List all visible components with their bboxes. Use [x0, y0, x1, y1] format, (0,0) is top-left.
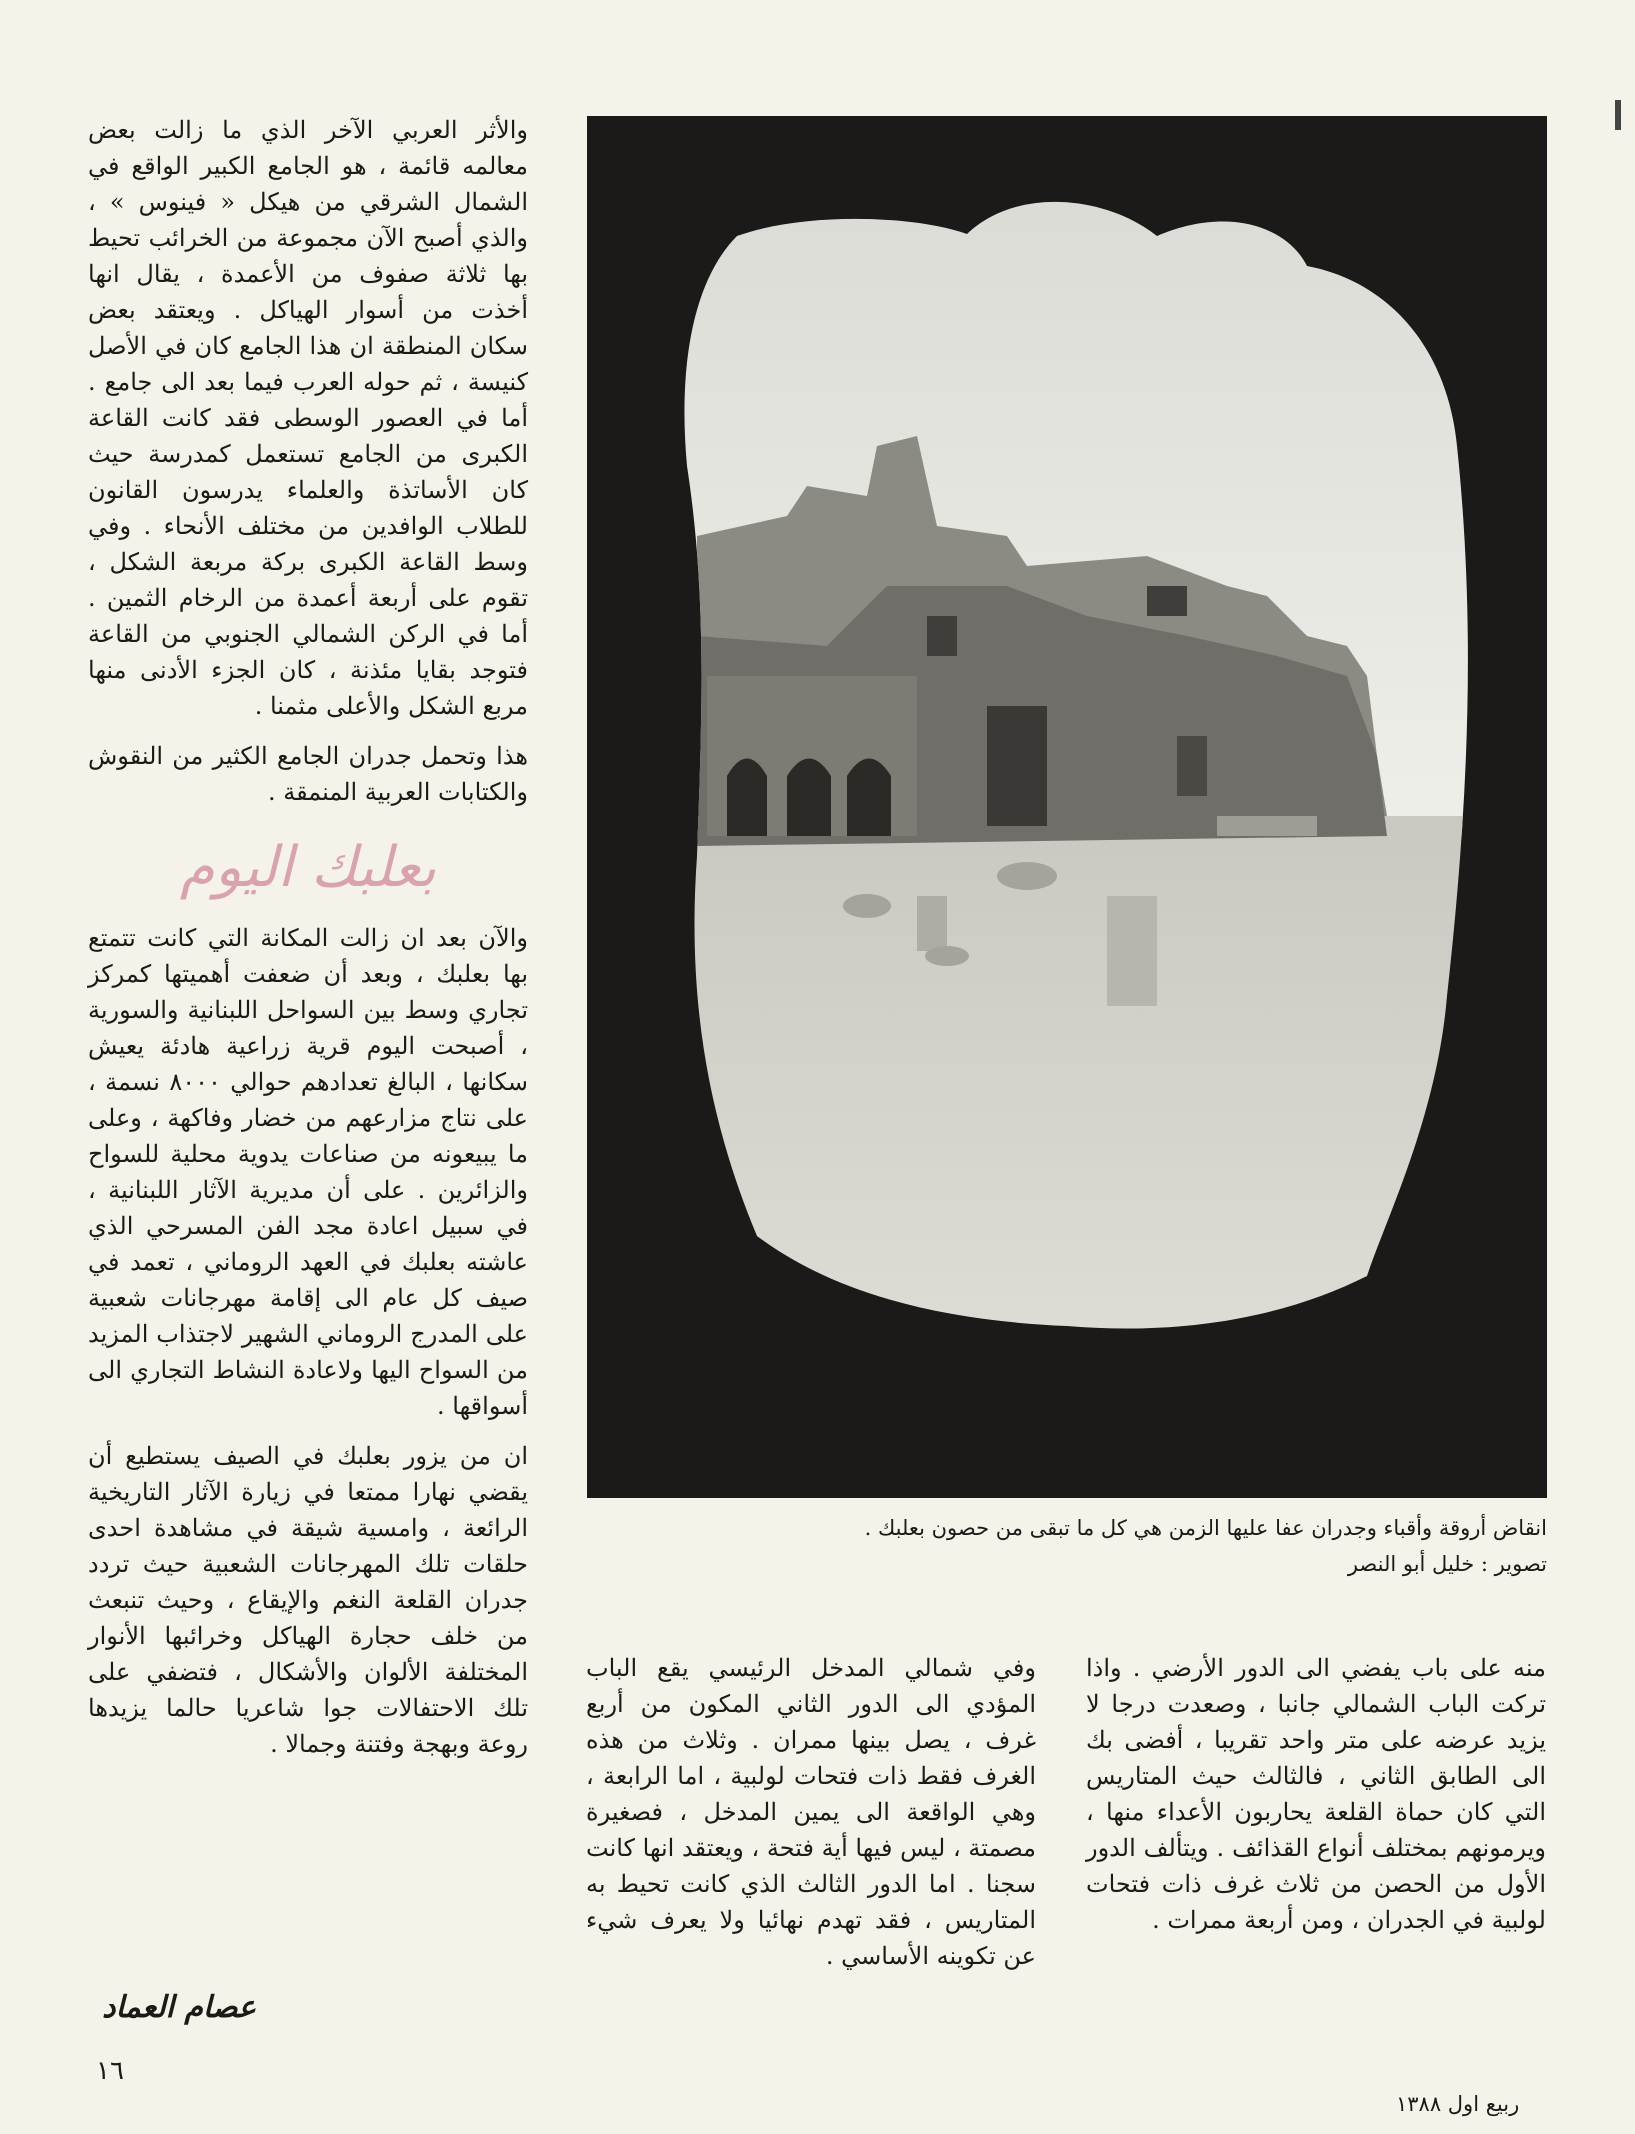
bottom-middle-column	[586, 1650, 1036, 1974]
photo-caption	[587, 1512, 1547, 1580]
article-paragraph: هذا وتحمل جدران الجامع الكثير من النقوش والكتابات العربية المنمقة .	[88, 742, 528, 806]
article-paragraph: والأثر العربي الآخر الذي ما زالت بعض معالمه قائمة ، هو الجامع الكبير الواقع في الشمال الشرقي من هيكل « فينوس » ، والذي أصبح الآن مجموعة من الخرائب تحيط بها ثلاثة صفوف من الأعمدة ، يقال انها أخذت من أسوار الهياكل . ويعتقد بعض سكان المنطقة ان هذا الجامع كان في الأصل كنيسة ، ثم حوله العرب فيما بعد الى جامع . أما في العصور الوسطى فقد كانت القاعة الكبرى من الجامع تستعمل كمدرسة حيث كان الأساتذة والعلماء يدرسون القانون للطلاب الوافدين من مختلف الأنحاء . وفي وسط القاعة الكبرى بركة مربعة الشكل ، تقوم على أربعة أعمدة من الرخام الثمين . أما في الركن الشمالي الجنوبي من القاعة فتوجد بقايا مئذنة ، كان الجزء الأدنى منها مربع الشكل والأعلى مثمنا .	[88, 116, 528, 720]
article-paragraph: ان من يزور بعلبك في الصيف يستطيع أن يقضي نهارا ممتعا في زيارة الآثار التاريخية الرائعة ، وامسية شيقة في مشاهدة احدى حلقات تلك المهرجانات الشعبية حيث تردد جدران القلعة النغم والإيقاع ، وحيث تنبعث من خلف حجارة الهياكل وخرائبها الأنوار المختلفة الألوان والأشكال ، فتضفي على تلك الاحتفالات جوا شاعريا حالما يزيدها روعة وبهجة وفتنة وجمالا .	[88, 1442, 528, 1758]
section-heading: بعلبك اليوم	[179, 835, 437, 900]
left-article-column	[88, 112, 528, 1762]
photo	[587, 116, 1547, 1498]
issue-date: ربيع اول ١٣٨٨	[1396, 2092, 1520, 2116]
photo-credit: تصوير : خليل أبو النصر	[1347, 1552, 1547, 1576]
article-paragraph: منه على باب يفضي الى الدور الأرضي . واذا تركت الباب الشمالي جانبا ، وصعدت درجا لا يزيد عرضه على متر واحد تقريبا ، أفضى بك الى الطابق الثاني ، فالثالث حيث المتاريس التي كان حماة القلعة يحاربون الأعداء منها ، ويرمونهم بمختلف أنواع القذائف . ويتألف الدور الأول من الحصن من ثلاث غرف ذات فتحات لولبية في الجدران ، ومن أربعة ممرات .	[1086, 1654, 1546, 1934]
author-signature: عصام العماد	[102, 1990, 256, 2025]
page-number: ١٦	[96, 2056, 124, 2086]
baalbek-ruins-photo-icon	[587, 116, 1547, 1498]
article-paragraph: والآن بعد ان زالت المكانة التي كانت تتمتع بها بعلبك ، وبعد أن ضعفت أهميتها كمركز تجاري وسط بين السواحل اللبنانية والسورية ، أصبحت اليوم قرية زراعية هادئة يعيش سكانها ، البالغ تعدادهم حوالي ٨٠٠٠ نسمة ، على نتاج مزارعهم من خضار وفاكهة ، وعلى ما يبيعونه من صناعات يدوية محلية للسواح والزائرين . على أن مديرية الآثار اللبنانية ، في سبيل اعادة مجد الفن المسرحي الذي عاشته بعلبك في العهد الروماني ، تعمد في صيف كل عام الى إقامة مهرجانات شعبية على المدرج الروماني الشهير لاجتذاب المزيد من السواح اليها ولاعادة النشاط التجاري الى أسواقها .	[88, 924, 528, 1420]
bottom-right-column	[1086, 1650, 1546, 1938]
caption-text: انقاض أروقة وأقباء وجدران عفا عليها الزمن هي كل ما تبقى من حصون بعلبك .	[864, 1516, 1547, 1540]
page-edge-mark-icon	[1612, 96, 1626, 136]
article-paragraph: وفي شمالي المدخل الرئيسي يقع الباب المؤدي الى الدور الثاني المكون من أربع غرف ، يصل بينها ممران . وثلاث من هذه الغرف فقط ذات فتحات لولبية ، اما الرابعة ، وهي الواقعة الى يمين المدخل ، فصغيرة مصمتة ، ليس فيها أية فتحة ، ويعتقد انها كانت سجنا . اما الدور الثالث الذي كانت تحيط به المتاريس ، فقد تهدم نهائيا ولا يعرف شيء عن تكوينه الأساسي .	[586, 1654, 1036, 1970]
